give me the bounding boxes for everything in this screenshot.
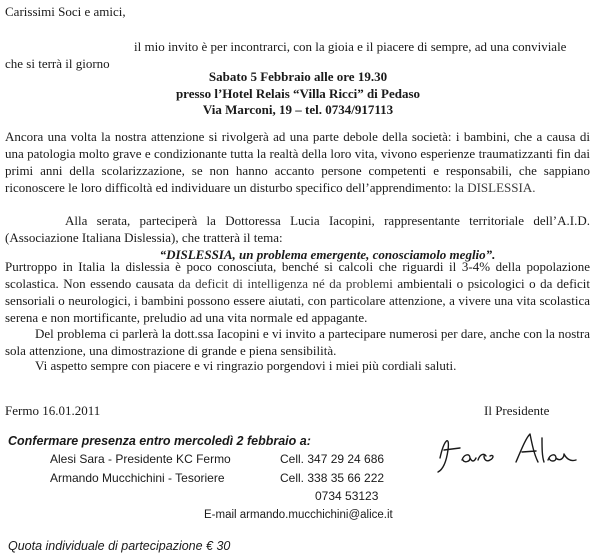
participation-fee: Quota individuale di partecipazione € 30 <box>8 539 231 553</box>
event-address: Via Marconi, 19 – tel. 0734/917113 <box>202 102 394 117</box>
intro-paragraph <box>5 38 590 72</box>
paragraph-3-text-b: da deficit di intelligenza né da problemi <box>178 276 393 291</box>
intro-line-2: che si terrà il giorno <box>5 56 110 71</box>
paragraph-2-text: Alla serata, parteciperà la Dottoressa Lucia Iacopini, rappresentante territoriale dell’A.I.D. (Associazione Italiana Dislessia), che tratterà il tema: <box>5 213 590 245</box>
paragraph-1-text: Ancora una volta la nostra attenzione si rivolgerà ad una parte debole della società: i bambini, che a causa di una patologia molto grave e condizionante tutta la realtà della loro vita, vivono esperienze traumatizzanti fin dai primi anni della scolarizzazione, se non hanno accanto persone competenti e responsabili, che sappiano riconoscere le loro difficoltà ed individuare un disturbo specifico dell’apprendimento: <box>5 129 590 195</box>
contact-2-phone: Cell. 338 35 66 222 <box>280 471 385 485</box>
president-title: Il Presidente <box>484 403 550 418</box>
contact-1-name: Alesi Sara - Presidente KC Fermo <box>50 452 231 466</box>
contact-2-name: Armando Mucchichini - Tesoriere <box>50 471 225 485</box>
contact-1-phone: Cell. 347 29 24 686 <box>280 452 385 466</box>
dyslexia-term: la DISLESSIA. <box>454 180 536 195</box>
paragraph-4: Del problema ci parlerà la dott.ssa Iacopini e vi invito a partecipare numerosi per dare, anche con la nostra sola attenzione, una dimostrazione di grande e piena sensibilità. <box>5 326 590 358</box>
paragraph-5: Vi aspetto sempre con piacere e vi ringrazio porgendovi i miei più cordiali saluti. <box>35 358 457 373</box>
event-date: Sabato 5 Febbraio alle ore 19.30 <box>208 69 388 84</box>
place-date: Fermo 16.01.2011 <box>5 403 101 418</box>
event-venue: presso l’Hotel Relais “Villa Ricci” di Pedaso <box>175 86 421 101</box>
contact-email: E-mail armando.mucchichini@alice.it <box>204 509 393 521</box>
paragraph-3 <box>5 258 590 326</box>
contact-2-phone-alt: 0734 53123 <box>315 489 379 503</box>
talk-theme: “DISLESSIA, un problema emergente, conosciamolo meglio”. <box>159 247 496 262</box>
rsvp-heading: Confermare presenza entro mercoledì 2 febbraio a: <box>8 434 311 448</box>
intro-line-1: il mio invito è per incontrarci, con la gioia e il piacere di sempre, ad una conviviale <box>134 39 567 54</box>
paragraph-2 <box>5 212 590 263</box>
handwritten-signature-icon <box>430 420 590 480</box>
salutation: Carissimi Soci e amici, <box>5 4 126 19</box>
paragraph-3-text-c: ambientali o psicologici o da deficit sensoriali o neurologici, i bambini possono essere aiutati, con particolare attenzione, a vivere una vita scolastica serena e non mortificante, preludio ad una vita normale ed appagante. <box>5 276 591 325</box>
paragraph-3-text-a: Purtroppo in Italia la dislessia è poco conosciuta, benché si calcoli che riguardi il 3-4% della popolazione scolastica. Non essendo causata <box>5 259 590 291</box>
paragraph-1 <box>5 128 590 196</box>
